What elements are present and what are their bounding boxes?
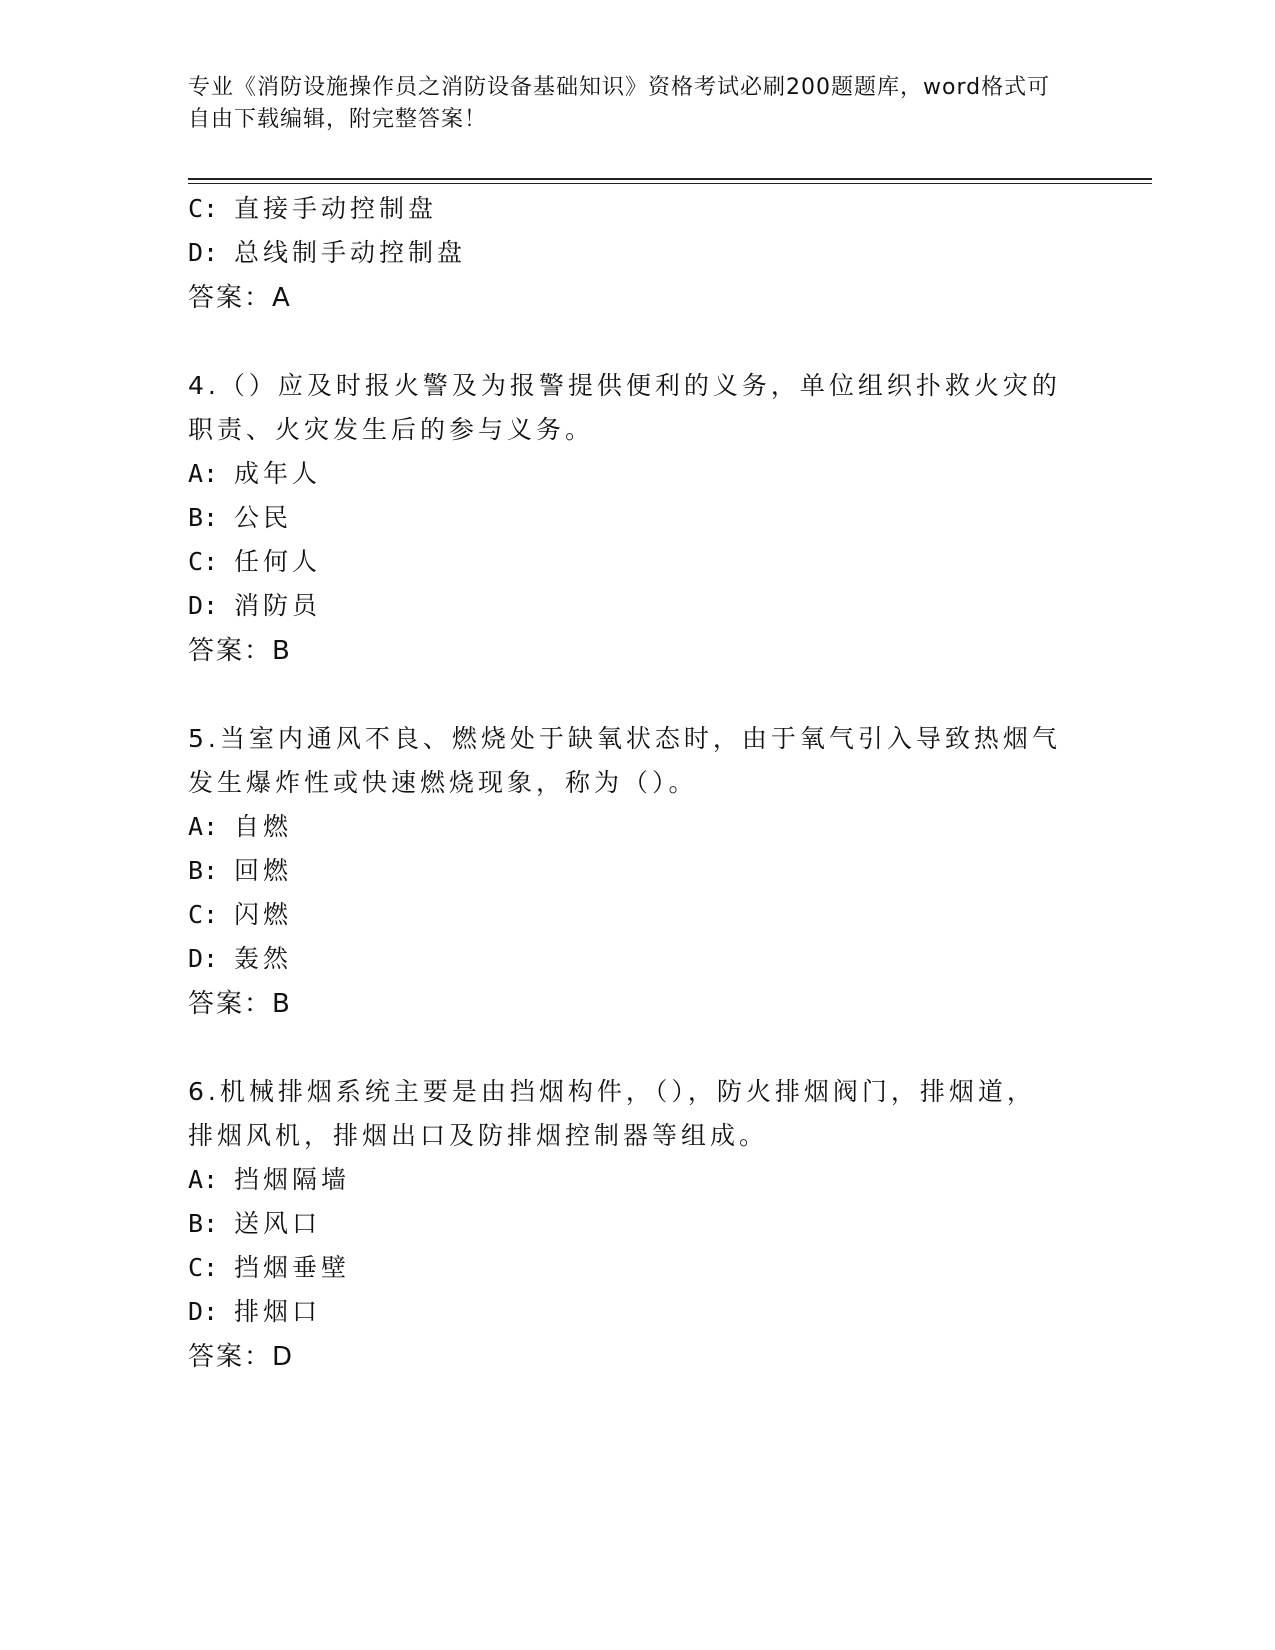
q5-option-d: [188, 944, 292, 974]
q4-answer: 答案：B: [188, 636, 292, 666]
q5-option-a: [188, 812, 292, 842]
header-divider-thin: [188, 183, 1152, 184]
option-letter: A:: [188, 812, 219, 841]
option-text: 总线制手动控制盘: [234, 238, 467, 267]
q6-option-a: [188, 1165, 350, 1195]
q4-stem-line1: 4.（）应及时报火警及为报警提供便利的义务，单位组织扑救火灾的: [188, 371, 1061, 400]
option-letter: D:: [188, 944, 219, 973]
q6-answer: 答案：D: [188, 1342, 295, 1372]
q6-stem-line1: 6.机械排烟系统主要是由挡烟构件，（），防火排烟阀门，排烟道，: [188, 1077, 1036, 1106]
q5-option-b: [188, 856, 292, 886]
option-text: 排烟口: [234, 1297, 322, 1326]
option-text: 成年人: [234, 459, 322, 488]
q6-option-c: [188, 1253, 350, 1283]
q6-option-b: [188, 1209, 321, 1239]
option-text: 挡烟垂壁: [234, 1253, 351, 1282]
option-letter: C:: [188, 900, 219, 929]
option-text: 回燃: [234, 856, 293, 885]
option-text: 公民: [234, 503, 293, 532]
q3-option-d: [188, 238, 466, 268]
q5-option-c: [188, 900, 292, 930]
option-text: 直接手动控制盘: [234, 194, 438, 223]
q3-answer: 答案：A: [188, 283, 292, 313]
option-letter: B:: [188, 503, 219, 532]
header-divider-thick: [188, 178, 1152, 180]
q4-option-d: [188, 591, 321, 621]
option-letter: D:: [188, 1297, 219, 1326]
option-text: 消防员: [234, 591, 322, 620]
option-text: 任何人: [234, 547, 322, 576]
option-letter: D:: [188, 591, 219, 620]
option-letter: C:: [188, 194, 219, 223]
q4-option-b: [188, 503, 292, 533]
option-text: 闪燃: [234, 900, 293, 929]
option-letter: C:: [188, 547, 219, 576]
option-text: 挡烟隔墙: [234, 1165, 351, 1194]
option-letter: A:: [188, 459, 219, 488]
q4-stem-line2: 职责、火灾发生后的参与义务。: [188, 415, 595, 444]
option-letter: D:: [188, 238, 219, 267]
option-letter: A:: [188, 1165, 219, 1194]
q3-option-c: [188, 194, 437, 224]
q5-answer: 答案：B: [188, 989, 292, 1019]
q5-stem-line1: 5.当室内通风不良、燃烧处于缺氧状态时，由于氧气引入导致热烟气: [188, 724, 1061, 753]
option-text: 自燃: [234, 812, 293, 841]
q6-option-d: [188, 1297, 321, 1327]
option-letter: C:: [188, 1253, 219, 1282]
option-text: 送风口: [234, 1209, 322, 1238]
q6-stem-line2: 排烟风机，排烟出口及防排烟控制器等组成。: [188, 1121, 769, 1150]
q4-option-c: [188, 547, 321, 577]
q5-stem-line2: 发生爆炸性或快速燃烧现象，称为（）。: [188, 768, 698, 797]
option-letter: B:: [188, 1209, 219, 1238]
q4-option-a: [188, 459, 321, 489]
option-letter: B:: [188, 856, 219, 885]
document-header: 专业《消防设施操作员之消防设备基础知识》资格考试必刷200题题库，word格式可自由下载编辑，附完整答案！: [188, 75, 1051, 132]
option-text: 轰然: [234, 944, 293, 973]
